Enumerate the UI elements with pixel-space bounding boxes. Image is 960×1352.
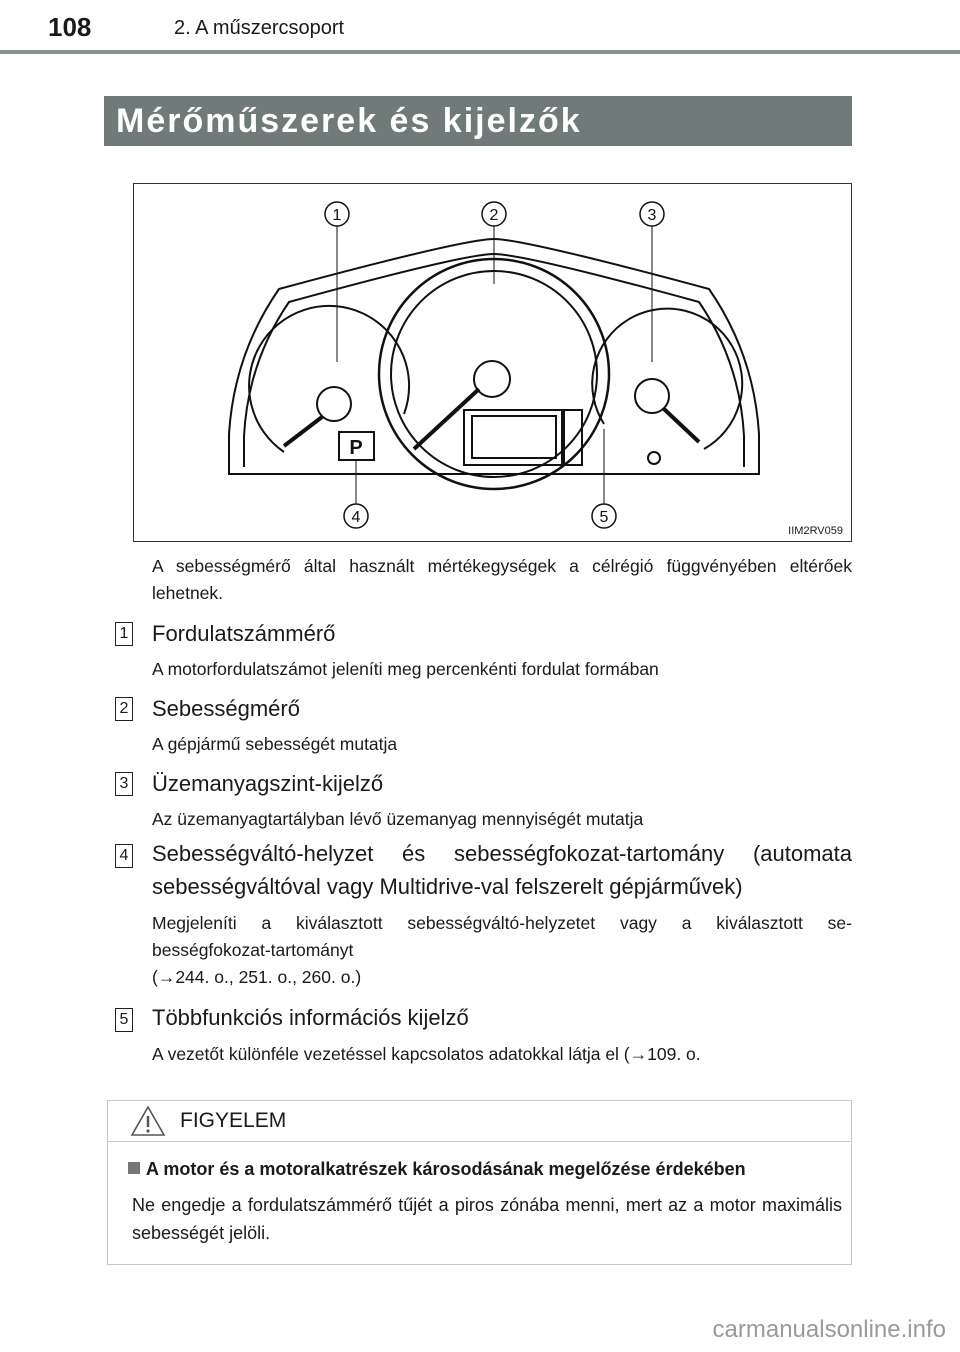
item-title-4-line2: sebességváltóval vagy Multidrive-val felszerelt gépjárművek) (152, 874, 743, 899)
section-title: 2. A műszercsoport (174, 17, 345, 39)
warning-subheading-text: A motor és a motoralkatrészek károsodásának megelőzése érdekében (146, 1159, 746, 1179)
item-title-3: Üzemanyagszint-kijelző (152, 771, 384, 796)
item-number-3: 3 (115, 772, 133, 796)
bullet-square-icon (128, 1162, 140, 1174)
warning-header (108, 1101, 851, 1142)
callout-4: 4 (351, 509, 361, 526)
item-number-4: 4 (115, 844, 133, 868)
page-title: Mérőműszerek és kijelzők (104, 96, 852, 146)
item-number-1: 1 (115, 622, 133, 646)
warning-text: Ne engedje a fordulatszámmérő tűjét a piros zónába menni, mert az a motor maximális sebességét jelöli. (132, 1195, 842, 1243)
instrument-cluster-illustration (134, 184, 851, 541)
warning-title: FIGYELEM (180, 1109, 287, 1132)
page-number: 108 (48, 12, 92, 42)
instrument-cluster-figure (133, 183, 852, 542)
gear-letter: P (349, 437, 363, 459)
item-desc-3: Az üzemanyagtartályban lévő üzemanyag mennyiségét mutatja (152, 809, 644, 829)
callout-1: 1 (332, 207, 342, 224)
warning-box (107, 1100, 852, 1265)
callout-2: 2 (489, 207, 499, 224)
callout-5: 5 (599, 509, 609, 526)
warning-triangle-icon (130, 1104, 166, 1143)
intro-text: A sebességmérő által használt mértékegységek a célrégió függvényében eltérőek lehetnek. (152, 556, 852, 603)
item-title-5: Többfunkciós információs kijelző (152, 1005, 469, 1030)
item-desc-1: A motorfordulatszámot jeleníti meg percenkénti fordulat formában (152, 659, 659, 679)
item-desc-5: A vezetőt különféle vezetéssel kapcsolatos adatokkal látja el (→109. o. (152, 1044, 701, 1064)
item-desc-2: A gépjármű sebességét mutatja (152, 734, 398, 754)
item-desc-4-line2: bességfokozat-tartományt (152, 940, 354, 960)
warning-subheading (128, 1159, 746, 1180)
item-title-1: Fordulatszámmérő (152, 621, 336, 646)
item-number-5: 5 (115, 1008, 133, 1032)
item-desc-4-line3: (→244. o., 251. o., 260. o.) (152, 967, 362, 987)
item-title-2: Sebességmérő (152, 696, 300, 721)
callout-3: 3 (647, 207, 657, 224)
header-divider (0, 50, 960, 54)
item-title-4-line1: Sebességváltó-helyzet és sebességfokozat-tartomány (automata (152, 841, 852, 866)
watermark: carmanualsonline.info (712, 1316, 946, 1343)
item-number-2: 2 (115, 697, 133, 721)
figure-code: IIM2RV059 (788, 525, 843, 537)
item-desc-4-line1: Megjeleníti a kiválasztott sebességváltó-helyzetet vagy a kiválasztott se- (152, 913, 852, 933)
